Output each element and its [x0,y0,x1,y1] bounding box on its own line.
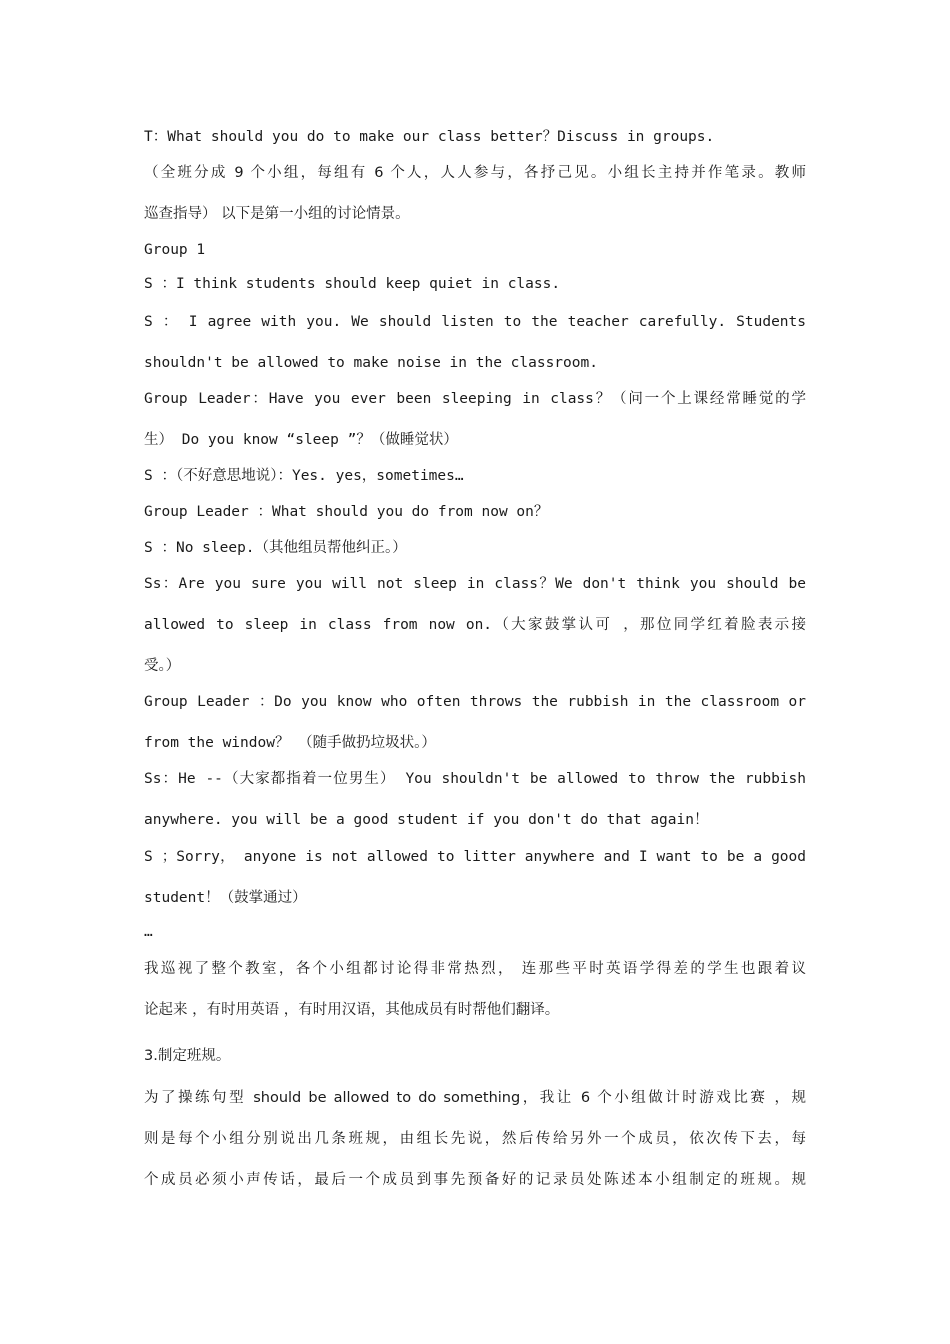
text-line: allowed to sleep in class from now on.（大家鼓掌认可 ，那位同学红着脸表示接 [144,617,806,633]
section-heading: 3.制定班规。 [144,1048,231,1064]
text-line: Ss：Are you sure you will not sleep in class？We don't think you should be [144,576,806,592]
text-line: T：What should you do to make our class better？Discuss in groups. [144,129,715,145]
text-line: S ：（不好意思地说）：Yes. yes，sometimes… [144,468,464,484]
text-line: anywhere. you will be a good student if you don't do that again！ [144,812,709,828]
text-line: Group 1 [144,242,206,258]
text-line: 巡查指导） 以下是第一小组的讨论情景。 [144,206,410,222]
text-line: S ：No sleep.（其他组员帮他纠正。） [144,540,407,556]
text-line: （全班分成 9 个小组，每组有 6 个人，人人参与，各抒己见。小组长主持并作笔录。教师 [144,165,806,181]
text-line: Group Leader：Have you ever been sleeping in class？（问一个上课经常睡觉的学 [144,391,806,407]
text-line: Ss：He --（大家都指着一位男生） You shouldn't be allowed to throw the rubbish [144,771,806,787]
text-line: S ；Sorry， anyone is not allowed to litter anywhere and I want to be a good [144,849,806,865]
text-line: 为了操练句型 should be allowed to do something，我让 6 个小组做计时游戏比赛 ，规 [144,1090,806,1106]
text-line: Group Leader ：Do you know who often throws the rubbish in the classroom or [144,694,806,710]
text-line: S ： I agree with you. We should listen to the teacher carefully. Students [144,314,806,330]
text-line: 则是每个小组分别说出几条班规，由组长先说，然后传给另外一个成员，依次传下去，每 [144,1131,806,1147]
text-line: student！（鼓掌通过） [144,890,307,906]
text-line: Group Leader ：What should you do from now on？ [144,504,549,520]
text-line: 我巡视了整个教室，各个小组都讨论得非常热烈， 连那些平时英语学得差的学生也跟着议 [144,961,806,977]
text-line: 受。） [144,658,181,674]
text-line: from the window？ （随手做扔垃圾状。） [144,735,436,751]
text-line: 生） Do you know “sleep ”？（做睡觉状） [144,432,458,448]
ellipsis-line: … [144,924,153,940]
text-line: 个成员必须小声传话，最后一个成员到事先预备好的记录员处陈述本小组制定的班规。规 [144,1172,806,1188]
text-line: S ：I think students should keep quiet in class. [144,276,561,292]
text-line: shouldn't be allowed to make noise in the classroom. [144,355,598,371]
text-line: 论起来 ，有时用英语 ，有时用汉语，其他成员有时帮他们翻译。 [144,1002,560,1018]
